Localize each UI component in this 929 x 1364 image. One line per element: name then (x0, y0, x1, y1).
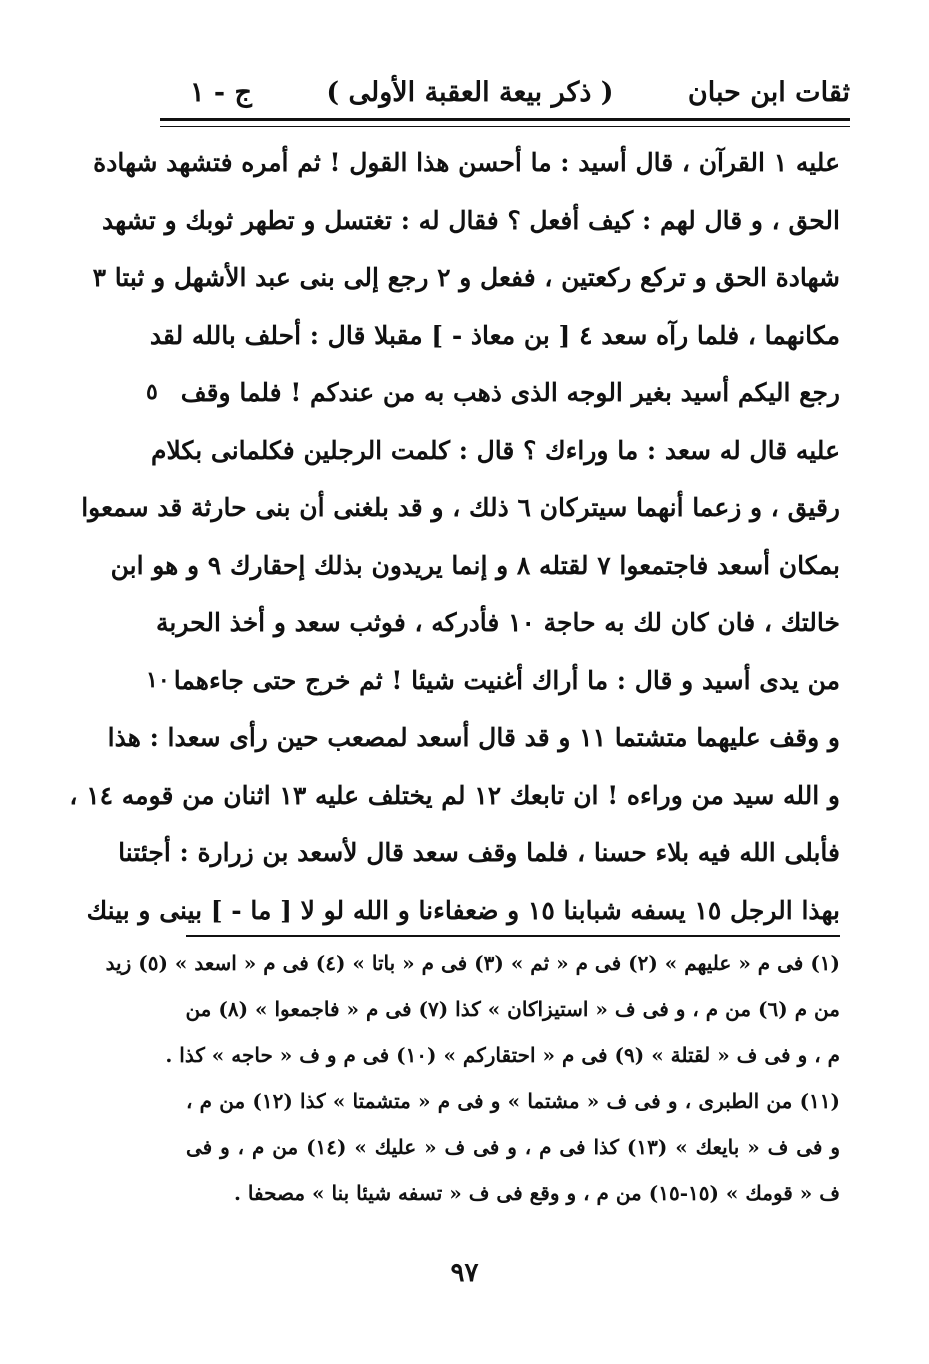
line-number-marker: ١٠ (146, 666, 170, 693)
text-line: رقيق ، و زعما أنهما سيتركان ٦ ذلك ، و قد بلغنى أن بنى حارثة قد سمعوا (81, 493, 840, 522)
text-line: شهادة الحق و تركع ركعتين ، ففعل و ٢ رجع إلى بنى عبد الأشهل و ثبتا ٣ (92, 263, 840, 292)
text-line: بهذا الرجل ١٥ يسفه شبابنا ١٥ و ضعفاءنا و الله لو لا [ ما - ] بينى و بينك (86, 895, 840, 925)
text-line: الحق ، و قال لهم : كيف أفعل ؟ فقال له : تغتسل و تطهر ثوبك و تشهد (101, 205, 840, 235)
text-line: و الله سيد من وراءه ! ان تابعك ١٢ لم يختلف عليه ١٣ اثنان من قومه ١٤ ، (69, 780, 840, 810)
text-line: من يدى أسيد و قال : ما أراك أغنيت شيئا ! ثم خرج حتى جاءهما ١٠ (186, 652, 840, 710)
book-title: ثقات ابن حبان (687, 76, 850, 108)
header-rule-thick (160, 118, 850, 121)
main-text (69, 134, 840, 939)
text-line: فأبلى الله فيه بلاء حسنا ، فلما وقف سعد قال لأسعد بن زرارة : أجئتنا (118, 838, 840, 867)
text-line: عليه قال له سعد : ما وراءك ؟ قال : كلمت الرجلين فكلمانى بكلام (151, 435, 840, 465)
line-number-marker: ٥ (146, 379, 158, 405)
text-line: و وقف عليهما متشتما ١١ و قد قال أسعد لمصعب حين رأى سعدا : هذا (107, 723, 840, 752)
footnote-line: من م (٦) من م ، و فى ف « استيزاكان » كذا (٧) فى م « فاجمعوا » (٨) من (185, 997, 840, 1021)
text-line: بمكان أسعد فاجتمعوا ٧ لقتله ٨ و إنما يريدون بذلك إحقارك ٩ و هو ابن (110, 550, 840, 580)
text-line: عليه ١ القرآن ، قال أسيد : ما أحسن هذا القول ! ثم أمره فتشهد شهادة (93, 148, 840, 177)
running-header (190, 68, 850, 116)
page-number: ٩٧ (450, 1258, 479, 1288)
text-line: مكانهما ، فلما رآه سعد ٤ [ بن معاذ - ] مقبلا قال : أحلف بالله لقد (149, 320, 840, 350)
footnote-line: و فى ف « بايعك » (١٣) كذا فى م ، و فى ف « عليك » (١٤) من م ، و فى (186, 1135, 840, 1159)
volume-label: ج - ١ (190, 76, 252, 108)
footnote-line: (١) فى م « عليهم » (٢) فى م « ثم » (٣) فى م « باتا » (٤) فى م « اسعد » (٥) زيد (105, 951, 840, 975)
text-line: رجع اليكم أسيد بغير الوجه الذى ذهب به من عندكم ! فلما وقف ٥ (186, 364, 840, 422)
footnote-rule (186, 935, 840, 937)
footnotes (105, 940, 840, 1216)
text-line: خالتك ، فان كان لك به حاجة ١٠ فأدركه ، فوثب سعد و أخذ الحربة (156, 608, 840, 637)
footnote-line: ف « قومك » (١٥-١٥) من م ، و وقع فى ف « تسفه شيئا بنا » مصحفا . (233, 1181, 840, 1205)
header-rule-thin (160, 126, 850, 127)
footnote-line: م ، و فى ف « لقتلة » (٩) فى م « احتقاركم » (١٠) فى م و ف « حاجه » كذا . (165, 1043, 840, 1067)
section-title: ( ذكر بيعة العقبة الأولى ) (326, 76, 614, 108)
footnote-line: (١١) من الطبرى ، و فى ف « مشتما » و فى م « متشمتا » كذا (١٢) من م ، (186, 1089, 840, 1113)
